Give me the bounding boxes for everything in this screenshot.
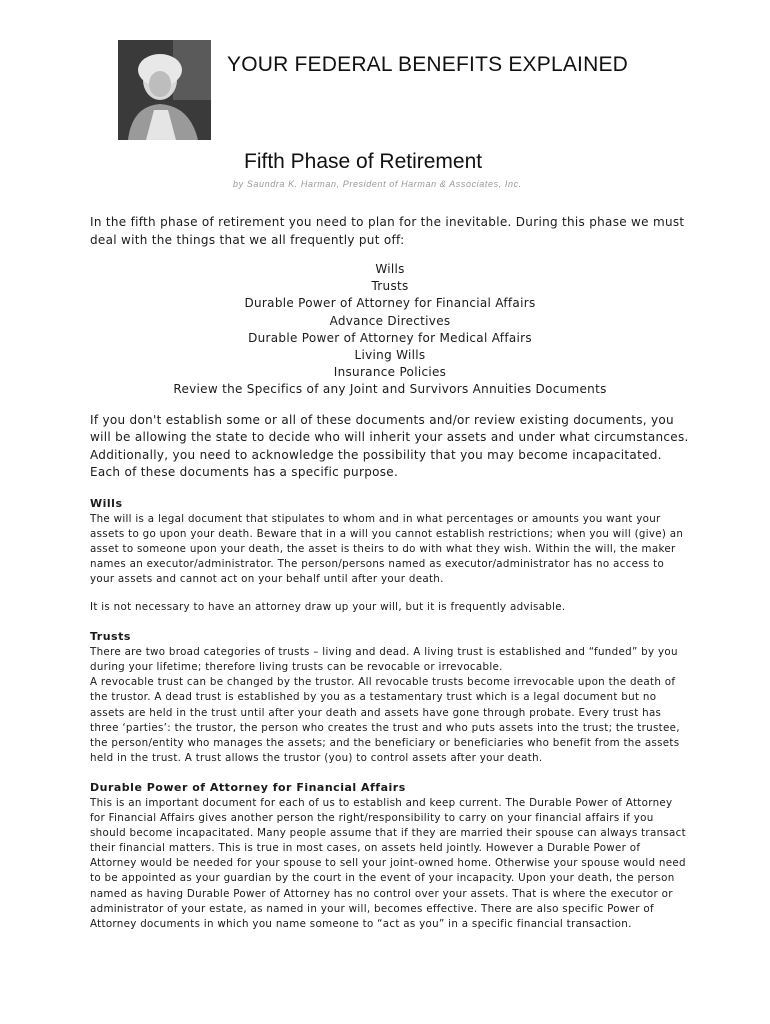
dpoa-financial-paragraph: This is an important document for each of us to establish and keep current. The Durable Power of Attorney for Financial Affairs gives another person the right/responsibility to carry on your financial affairs if you should become incapacitated. Many people assume that if they are married their spouse can always transact their financial matters. This is true in most cases, on assets held jointly. However a Durable Power of Attorney would be needed for your spouse to sell your joint-owned home. Otherwise your spouse would need to be appointed as your guardian by the court in the event of your incapacity. Upon your death, the person named as having Durable Power of Attorney has no control over your assets. That is where the executor or administrator of your estate, as named in your will, becomes effective. There are also specific Power of Attorney documents in which you name someone to “act as you” in a specific financial transaction.: [90, 796, 686, 930]
section-heading-dpoa-financial: Durable Power of Attorney for Financial Affairs: [90, 780, 406, 794]
trusts-paragraph-1: There are two broad categories of trusts – living and dead. A living trust is established and “funded” by you during your lifetime; therefore living trusts can be revocable or irrevocable.: [90, 646, 678, 674]
list-item: Durable Power of Attorney for Medical Affairs: [248, 330, 532, 345]
list-item: Trusts: [371, 279, 409, 294]
newsletter-title: YOUR FEDERAL BENEFITS EXPLAINED: [227, 53, 629, 76]
wills-note-paragraph: It is not necessary to have an attorney draw up your will, but it is frequently advisable.: [90, 601, 566, 614]
article-body: [90, 214, 690, 932]
list-item: Advance Directives: [329, 313, 451, 328]
wills-paragraph: The will is a legal document that stipulates to whom and in what percentages or amounts you want your assets to go upon your death. Beware that in a will you cannot establish restrictions; when you will (give) an asset to someone upon your death, the asset is theirs to do with what they wish. Within the will, the maker names an executor/administrator. The person/persons named as executor/administrator has no access to your assets and cannot act on your behalf until after your death.: [90, 512, 684, 585]
list-item: Wills: [375, 262, 405, 276]
section-heading-wills: Wills: [90, 496, 123, 510]
author-portrait-image: [118, 40, 211, 140]
trusts-paragraph-2: A revocable trust can be changed by the trustor. All revocable trusts become irrevocable upon the death of the trustor. A dead trust is established by you as a testamentary trust which is a legal document but no assets are held in the trust until after your death and assets have gone through probate. Every trust has three ‘parties’: the trustor, the person who creates the trust and who puts assets into the trust; the trustee, the person/entity who manages the assets; and the beneficiary or beneficiaries who benefit from the assets held in the trust. A trust allows the trustor (you) to control assets after your death.: [90, 676, 680, 764]
list-item: Living Wills: [354, 348, 426, 363]
list-item: Durable Power of Attorney for Financial Affairs: [244, 296, 536, 311]
intro-paragraph: In the fifth phase of retirement you need to plan for the inevitable. During this phase we must deal with the things that we all frequently put off:: [90, 215, 685, 247]
section-heading-trusts: Trusts: [90, 630, 131, 644]
documents-list: [90, 261, 690, 399]
author-byline: by Saundra K. Harman, President of Harman & Associates, Inc.: [233, 179, 522, 189]
author-photo: [118, 40, 211, 140]
list-item: Review the Specifics of any Joint and Survivors Annuities Documents: [173, 382, 607, 397]
article-title: Fifth Phase of Retirement: [244, 150, 483, 173]
list-item: Insurance Policies: [333, 365, 447, 380]
overview-paragraph: If you don't establish some or all of these documents and/or review existing documents, you will be allowing the state to decide who will inherit your assets and under what circumstances. Additionally, you need to acknowledge the possibility that you may become incapacitated. Each of these documents has a specific purpose.: [90, 412, 689, 480]
